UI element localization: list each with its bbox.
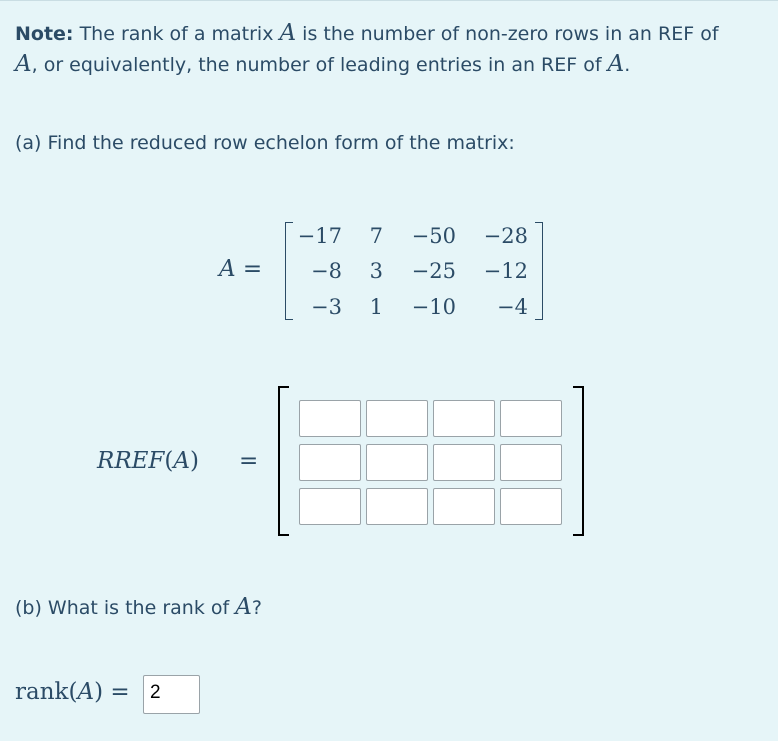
matrix-cell: −28 xyxy=(483,224,528,248)
matrix-cell: −25 xyxy=(411,259,456,283)
note-label: Note: xyxy=(15,23,74,45)
rref-input-cell[interactable] xyxy=(500,400,562,437)
rref-input-cell[interactable] xyxy=(299,400,361,437)
rref-input-cell[interactable] xyxy=(433,400,495,437)
rref-input-cell[interactable] xyxy=(500,444,562,481)
rref-input-cell[interactable] xyxy=(299,488,361,525)
rref-input-cell[interactable] xyxy=(433,488,495,525)
rref-label: RREF(A) xyxy=(97,448,199,474)
matrix-cell: 7 xyxy=(369,224,383,248)
top-divider xyxy=(0,0,778,1)
rref-equals: = xyxy=(239,448,259,474)
rref-right-bracket xyxy=(573,386,584,536)
var-a-lhs: A xyxy=(219,256,236,282)
rref-input-cell[interactable] xyxy=(433,444,495,481)
rref-input-cell[interactable] xyxy=(299,444,361,481)
rref-input-cell[interactable] xyxy=(366,444,428,481)
rank-input[interactable]: 2 xyxy=(143,675,200,714)
note-line-1: Note: The rank of a matrix A is the number of non-zero rows in an REF of xyxy=(15,20,719,46)
matrix-cell: −10 xyxy=(411,295,456,319)
var-a: A xyxy=(279,20,297,46)
matrix-cell: −3 xyxy=(311,295,342,319)
rref-input-cell[interactable] xyxy=(500,488,562,525)
part-b-prompt: (b) What is the rank of A? xyxy=(15,594,262,620)
matrix-cell: −4 xyxy=(497,295,528,319)
matrix-cell: 1 xyxy=(369,295,383,319)
part-a-prompt: (a) Find the reduced row echelon form of the matrix: xyxy=(15,132,515,154)
matrix-cell: −17 xyxy=(297,224,342,248)
rank-label: rank(A) = xyxy=(15,679,130,705)
note-line-2: A, or equivalently, the number of leading entries in an REF of A. xyxy=(15,51,631,77)
matrix-cell: −12 xyxy=(483,259,528,283)
matrix-cell: 3 xyxy=(369,259,383,283)
matrix-right-bracket xyxy=(535,222,543,320)
matrix-cell: −50 xyxy=(411,224,456,248)
matrix-cell: −8 xyxy=(311,259,342,283)
rref-input-cell[interactable] xyxy=(366,400,428,437)
rref-input-cell[interactable] xyxy=(366,488,428,525)
matrix-lhs: A = xyxy=(219,256,263,282)
rref-left-bracket xyxy=(278,386,289,536)
